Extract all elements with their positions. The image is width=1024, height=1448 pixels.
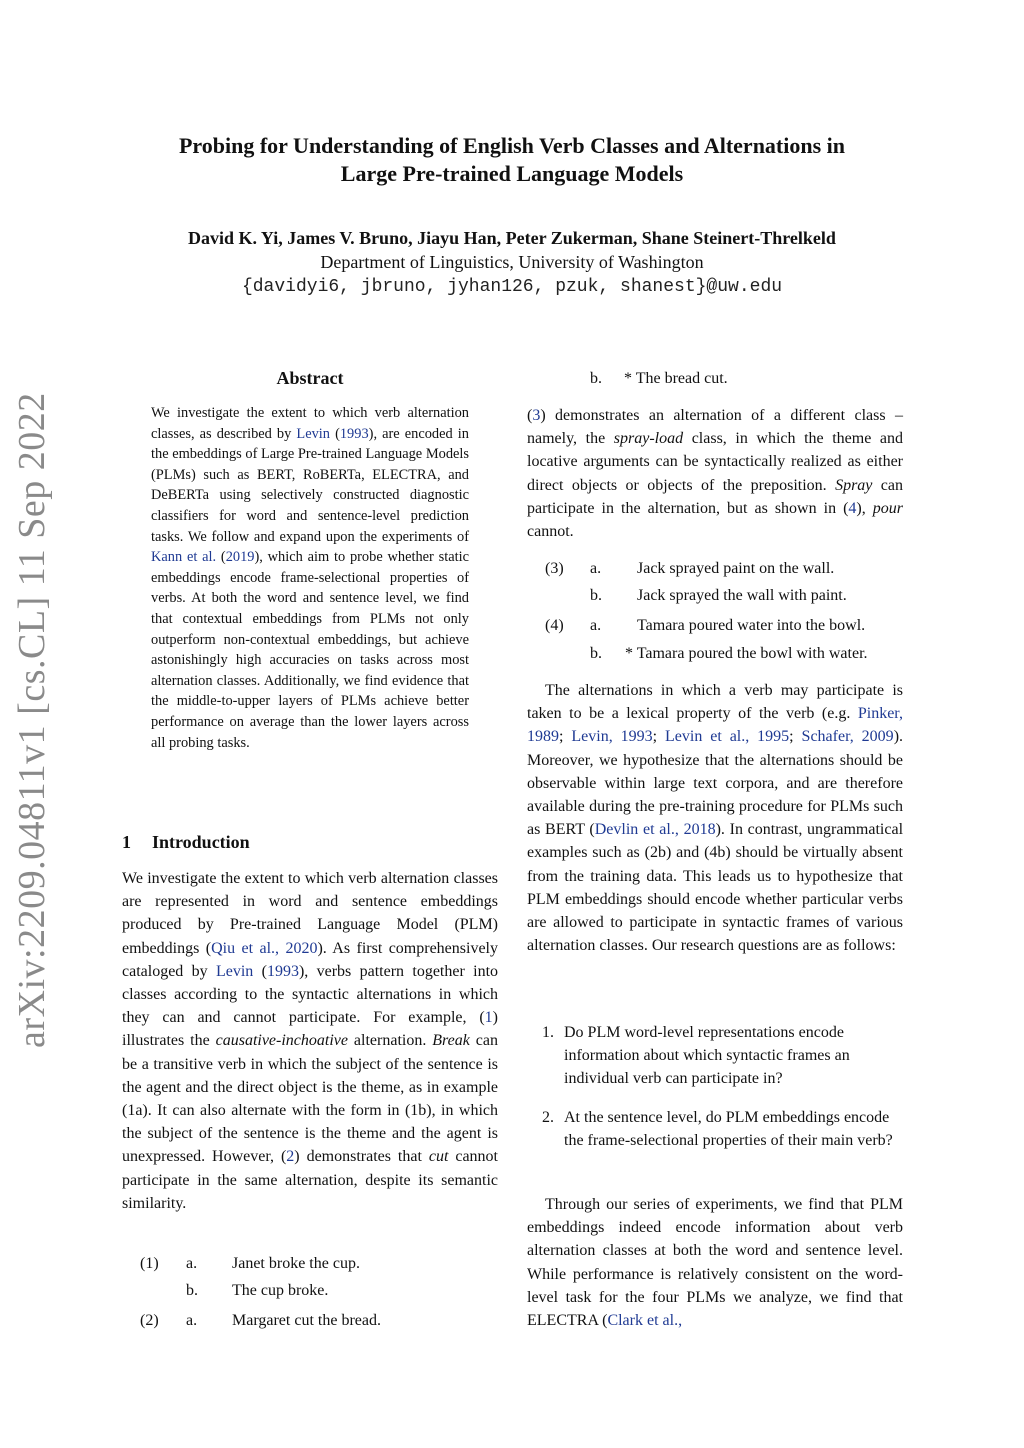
- body-text: ;: [559, 728, 572, 746]
- abstract-body: [151, 403, 469, 753]
- list-number: 1.: [542, 1024, 554, 1041]
- author-emails: {davidyi6, jbruno, jyhan126, pzuk, shanest}@uw.edu: [241, 277, 783, 297]
- citation-link[interactable]: Qiu et al., 2020: [211, 939, 318, 957]
- body-text: ) demonstrates that: [294, 1148, 429, 1166]
- example-ref-link[interactable]: 1: [484, 1009, 493, 1027]
- example-ref-link[interactable]: 2: [286, 1148, 295, 1166]
- example-number: (3): [545, 560, 564, 577]
- list-item: [527, 1106, 903, 1152]
- body-text: cannot.: [527, 523, 574, 541]
- example-text: Margaret cut the bread.: [232, 1312, 381, 1329]
- body-text: ),: [856, 499, 873, 517]
- example-text: * Tamara poured the bowl with water.: [625, 645, 868, 662]
- body-text: Through our series of experiments, we find that PLM embeddings indeed encode information about verb alternation classes at both the word and sentence level. While performance is relatively consistent on the word-level task for the four PLMs we analyze, we find that ELECTRA (: [527, 1196, 903, 1330]
- spray-load-paragraph: [527, 404, 903, 543]
- example-letter: b.: [186, 1282, 198, 1299]
- body-text: cannot participate in the same alternation, despite its semantic similarity.: [122, 1148, 498, 1212]
- example-letter: a.: [186, 1312, 198, 1329]
- abstract-text: We investigate the extent to which verb alternation classes, as described by: [151, 405, 469, 442]
- body-text: alternation.: [348, 1032, 433, 1050]
- example-letter: a.: [186, 1255, 198, 1272]
- list-text: Do PLM word-level representations encode information about which syntactic frames an individual verb can participate in?: [564, 1024, 850, 1088]
- list-item: [527, 1021, 903, 1091]
- example-number: (2): [140, 1312, 159, 1329]
- research-questions: [527, 1021, 903, 1152]
- example-letter: b.: [590, 645, 602, 662]
- author-list: David K. Yi, James V. Bruno, Jiayu Han, Peter Zukerman, Shane Steinert-Threlkeld: [188, 228, 836, 248]
- body-text: ). In contrast, ungrammatical examples such as (2b) and (4b) should be virtually absent from the training data. This leads us to hypothesize that PLM embeddings should encode whether particular verbs are allowed to participate in syntactic frames of various alternation classes. Our research questions are as follows:: [527, 821, 904, 955]
- body-text: ;: [789, 728, 802, 746]
- alternations-paragraph: [527, 679, 903, 957]
- example-letter: a.: [590, 560, 602, 577]
- abstract-heading: Abstract: [276, 368, 344, 388]
- example-text: Jack sprayed paint on the wall.: [637, 560, 835, 577]
- citation-link[interactable]: 1993: [266, 962, 299, 980]
- body-text: ) illustrates the: [122, 1009, 498, 1050]
- abstract-text: (: [216, 549, 226, 566]
- body-text: , verbs pattern together into classes according to the syntactic alternations in which they can and cannot participate. For example, (: [122, 962, 499, 1027]
- body-text: can participate in the alternation, but as shown in (: [527, 476, 903, 517]
- example-text: The cup broke.: [232, 1282, 329, 1299]
- body-text: (: [253, 962, 267, 980]
- italic-term: spray-load: [613, 430, 684, 448]
- citation-link[interactable]: Clark et al.,: [607, 1312, 683, 1330]
- citation-link[interactable]: 2019: [225, 549, 255, 566]
- section-title: Introduction: [152, 832, 250, 852]
- intro-paragraph: [122, 867, 498, 1215]
- example-letter: a.: [590, 617, 602, 634]
- list-number: 2.: [542, 1108, 554, 1126]
- arxiv-stamp: arXiv:2209.04811v1 [cs.CL] 11 Sep 2022: [11, 392, 53, 1048]
- example-text: Jack sprayed the wall with paint.: [637, 587, 847, 604]
- italic-term: pour: [872, 499, 904, 517]
- body-text: We investigate the extent to which verb alternation classes are represented in word and sentence embeddings produced by Pre-trained Language Model (PLM) embeddings (: [122, 870, 498, 957]
- abstract-text: ): [368, 425, 374, 442]
- section-heading-introduction: [122, 830, 250, 854]
- example-number: (1): [140, 1255, 159, 1272]
- body-text: ): [298, 962, 305, 980]
- section-number: 1: [122, 832, 131, 852]
- example-letter: b.: [590, 370, 602, 387]
- italic-term: cut: [428, 1148, 449, 1166]
- abstract-text: (: [329, 425, 340, 442]
- body-text: ). Moreover, we hypothesize that the alternations should be observable within large text corpora, and are therefore available during the pre-training procedure for PLMs such as BERT (: [527, 728, 904, 839]
- example-text: Tamara poured water into the bowl.: [637, 617, 866, 634]
- abstract-text: , which aim to probe whether static embeddings encode frame-selectional properties of verbs. At both the word and sentence level, we find that contextual embeddings from PLMs not only outperform non-contextual embeddings, but achieve astonishingly high accuracies on tasks across most alternation classes. Additionally, we find evidence that the middle-to-upper layers of PLMs achieve better performance on average than the lower layers across all probing tasks.: [151, 549, 469, 751]
- example-text: * The bread cut.: [624, 370, 728, 387]
- findings-paragraph: [527, 1193, 903, 1332]
- citation-link[interactable]: Levin, 1993: [571, 728, 653, 746]
- citation-link[interactable]: Schafer, 2009: [801, 728, 894, 746]
- italic-term: Spray: [835, 476, 873, 494]
- paper-title: [100, 132, 924, 188]
- affiliation: Department of Linguistics, University of Washington: [320, 252, 704, 272]
- body-text: can be a transitive verb in which the subject of the sentence is the agent and the direct object is the theme, as in example (1a). It can also alternate with the form in (1b), in which the subject of the sentence is the theme and the agent is unexpressed. However, (: [122, 1032, 498, 1166]
- abstract-text: ): [254, 549, 260, 566]
- body-text: (: [527, 407, 533, 424]
- citation-link[interactable]: Pinker, 1989: [527, 705, 903, 746]
- title-line-2: Large Pre-trained Language Models: [340, 161, 684, 186]
- italic-term: Break: [432, 1032, 470, 1050]
- citation-link[interactable]: Levin: [296, 425, 330, 442]
- citation-link[interactable]: Devlin et al., 2018: [594, 821, 716, 839]
- body-text: ;: [652, 728, 665, 746]
- body-text: ). As first comprehensively cataloged by: [122, 939, 498, 980]
- example-text: Janet broke the cup.: [232, 1255, 360, 1272]
- citation-link[interactable]: 1993: [339, 425, 369, 442]
- example-number: (4): [545, 617, 564, 634]
- title-line-1: Probing for Understanding of English Verb Classes and Alternations in: [178, 133, 846, 158]
- example-ref-link[interactable]: 3: [532, 407, 541, 424]
- example-letter: b.: [590, 587, 602, 604]
- citation-link[interactable]: Kann et al.: [151, 549, 217, 566]
- example-ref-link[interactable]: 4: [848, 499, 857, 517]
- list-text: At the sentence level, do PLM embeddings encode the frame-selectional properties of their main verb?: [564, 1108, 893, 1149]
- body-text: ) demonstrates an alternation of a different class – namely, the: [527, 407, 903, 448]
- citation-link[interactable]: Levin et al., 1995: [665, 728, 790, 746]
- body-text: class, in which the theme and locative arguments can be syntactically realized as either direct objects or objects of the preposition.: [527, 430, 904, 494]
- body-text: The alternations in which a verb may participate is taken to be a lexical property of the verb (e.g.: [527, 682, 903, 723]
- italic-term: causative-inchoative: [215, 1032, 348, 1050]
- citation-link[interactable]: Levin: [215, 962, 254, 980]
- abstract-text: , are encoded in the embeddings of Large Pre-trained Language Models (PLMs) such as BERT, RoBERTa, ELECTRA, and DeBERTa using selectively constructed diagnostic classifiers for word and sentence-level prediction tasks. We follow and expand upon the experiments of: [151, 425, 469, 545]
